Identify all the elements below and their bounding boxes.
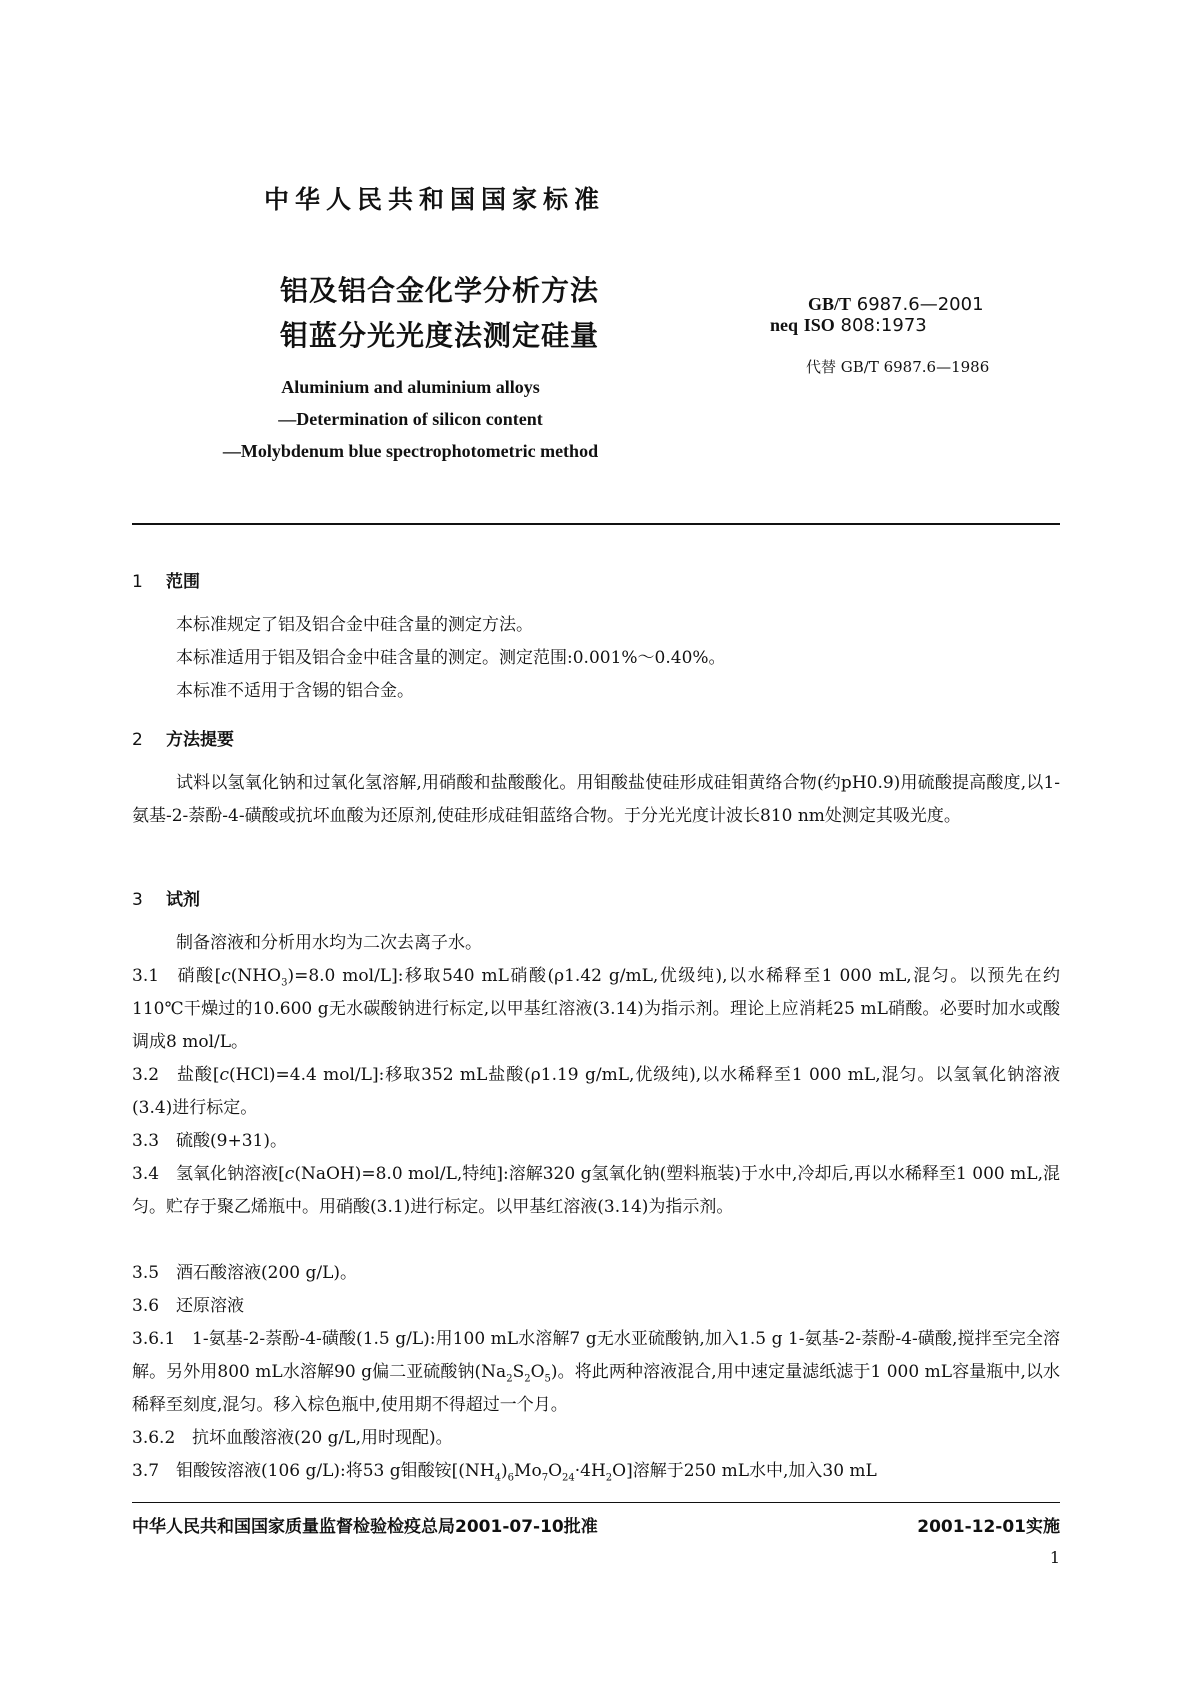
item-3-7-m3: O [548, 1461, 562, 1481]
section-3-heading [132, 885, 200, 910]
item-3-3-number: 3.3 [132, 1131, 160, 1151]
standard-prefix: GB/T [808, 294, 852, 314]
item-3-4-symbol-c: c [284, 1164, 295, 1184]
item-3-6-1-text-rest: )。将此两种溶液混合,用中速定量滤纸滤于1 000 mL容量瓶中,以水稀释至刻度,混匀。移入棕色瓶中,使用期不得超过一个月。 [132, 1362, 1061, 1415]
standard-code: 6987.6—2001 [856, 294, 984, 315]
section-1-heading [132, 567, 200, 592]
item-3-6-1-text-a: 1-氨基-2-萘酚-4-磺酸(1.5 g/L):用100 mL水溶解7 g无水亚硫酸钠,加入1.5 g 1-氨基-2-萘酚-4-磺酸,搅拌至完全溶解。另外用800 mL水溶解90 g偏二亚硫酸钠(Na [132, 1329, 1060, 1382]
footer-rule [132, 1502, 1060, 1503]
item-3-1-text-rest: )=8.0 mol/L]:移取540 mL硝酸(ρ1.42 g/mL,优级纯),以水稀释至1 000 mL,混匀。以预先在约110℃干燥过的10.600 g无水碳酸钠进行标定,以甲基红溶液(3.14)为指示剂。理论上应消耗25 mL硝酸。必要时加水或酸调成8 mol/L。 [132, 966, 1060, 1052]
item-3-5 [132, 1257, 1060, 1290]
item-3-5-text: 酒石酸溶液(200 g/L)。 [176, 1263, 358, 1283]
neq-prefix: neq [770, 315, 799, 335]
item-3-1-text-a: 硝酸[ [176, 966, 222, 986]
item-3-1-subscript: 3 [281, 977, 288, 989]
item-3-7-sub-2: 6 [507, 1472, 515, 1484]
item-3-7-sub-4: 24 [562, 1472, 575, 1484]
item-3-2-text-rest: (HCl)=4.4 mol/L]:移取352 mL盐酸(ρ1.19 g/mL,优级纯),以水稀释至1 000 mL,混匀。以氢氧化钠溶液(3.4)进行标定。 [132, 1065, 1060, 1118]
item-3-6-1-formula-s: S [512, 1362, 525, 1382]
item-3-4-text-rest: (NaOH)=8.0 mol/L,特纯]:溶解320 g氢氧化钠(塑料瓶装)于水中,冷却后,再以水稀释至1 000 mL,混匀。贮存于聚乙烯瓶中。用硝酸(3.1)进行标定。以甲基红溶液(3.14)为指示剂。 [132, 1164, 1061, 1217]
item-3-6-1 [132, 1323, 1060, 1422]
item-3-6-1-formula-o: O [530, 1362, 545, 1382]
section-1-number: 1 [132, 572, 143, 592]
item-3-3 [132, 1125, 1060, 1158]
replaces-standard: 代替 GB/T 6987.6—1986 [806, 358, 990, 376]
item-3-1-formula: (NHO [230, 966, 282, 986]
item-3-7-number: 3.7 [132, 1461, 160, 1481]
item-3-7-m4: ·4H [574, 1461, 606, 1481]
item-3-6-2 [132, 1422, 1060, 1455]
section-1-para-3: 本标准不适用于含锡的铝合金。 [176, 681, 414, 701]
national-standard-heading: 中华人民共和国国家标准 [264, 185, 606, 214]
item-3-3-text: 硫酸(9+31)。 [176, 1131, 287, 1151]
section-2-number: 2 [132, 730, 143, 750]
item-3-2-number: 3.2 [132, 1065, 160, 1085]
item-3-2-text-a: 盐酸[ [176, 1065, 220, 1085]
title-en-line-1: Aluminium and aluminium alloys [281, 377, 540, 397]
item-3-7-m2: Mo [514, 1461, 542, 1481]
item-3-6-2-number: 3.6.2 [132, 1428, 176, 1448]
item-3-6-1-number: 3.6.1 [132, 1329, 176, 1349]
item-3-6-1-sub-1: 2 [506, 1373, 513, 1385]
title-en-line-2: —Determination of silicon content [278, 409, 543, 429]
item-3-2 [132, 1059, 1060, 1125]
item-3-7-sub-3: 7 [541, 1472, 549, 1484]
approval-line: 中华人民共和国国家质量监督检验检疫总局2001-07-10批准 [132, 1517, 598, 1537]
section-3-number: 3 [132, 890, 143, 910]
item-3-1-number: 3.1 [132, 966, 160, 986]
item-3-1 [132, 960, 1060, 1059]
section-2-title: 方法提要 [166, 730, 234, 750]
item-3-6-text: 还原溶液 [176, 1296, 244, 1316]
section-1-para-1: 本标准规定了铝及铝合金中硅含量的测定方法。 [176, 615, 533, 635]
standard-number [808, 294, 984, 315]
item-3-7-sub-1: 4 [494, 1472, 502, 1484]
item-3-2-symbol-c: c [219, 1065, 229, 1085]
iso-prefix: ISO [803, 315, 835, 335]
section-3-title: 试剂 [166, 890, 200, 910]
item-3-6-1-sub-3: 5 [544, 1373, 551, 1385]
item-3-6-number: 3.6 [132, 1296, 160, 1316]
item-3-6-2-text: 抗坏血酸溶液(20 g/L,用时现配)。 [192, 1428, 453, 1448]
section-1-title: 范围 [166, 572, 200, 592]
page-number: 1 [1049, 1548, 1060, 1567]
item-3-7-text-a: 钼酸铵溶液(106 g/L):将53 g钼酸铵[(NH [176, 1461, 495, 1481]
section-3-intro: 制备溶液和分析用水均为二次去离子水。 [176, 933, 482, 953]
title-cn-line-2: 钼蓝分光光度法测定硅量 [280, 319, 600, 352]
item-3-7-sub-5: 2 [605, 1472, 613, 1484]
item-3-7 [132, 1455, 1060, 1488]
item-3-4-number: 3.4 [132, 1164, 160, 1184]
item-3-5-number: 3.5 [132, 1263, 160, 1283]
item-3-4 [132, 1158, 1060, 1224]
item-3-7-text-rest: O]溶解于250 mL水中,加入30 mL [612, 1461, 877, 1481]
item-3-4-text-a: 氢氧化钠溶液[ [176, 1164, 285, 1184]
title-en-line-3: —Molybdenum blue spectrophotometric method [222, 441, 599, 461]
iso-code: 808:1973 [840, 315, 927, 336]
item-3-6-1-sub-2: 2 [524, 1373, 531, 1385]
implementation-date: 2001-12-01实施 [917, 1517, 1060, 1537]
title-cn-line-1: 铝及铝合金化学分析方法 [280, 274, 600, 307]
section-2-para-1: 试料以氢氧化钠和过氧化氢溶解,用硝酸和盐酸酸化。用钼酸盐使硅形成硅钼黄络合物(约pH0.9)用硫酸提高酸度,以1-氨基-2-萘酚-4-磺酸或抗坏血酸为还原剂,使硅形成硅钼蓝络合物。于分光光度计波长810 nm处测定其吸光度。 [132, 773, 1060, 826]
item-3-6 [132, 1290, 1060, 1323]
section-1-para-2: 本标准适用于铝及铝合金中硅含量的测定。测定范围:0.001%～0.40%。 [176, 648, 726, 668]
item-3-1-symbol-c: c [221, 966, 231, 986]
header-rule [132, 523, 1060, 525]
item-3-7-m1: ) [501, 1461, 508, 1481]
section-2-heading [132, 725, 234, 750]
neq-iso-line [770, 315, 927, 336]
